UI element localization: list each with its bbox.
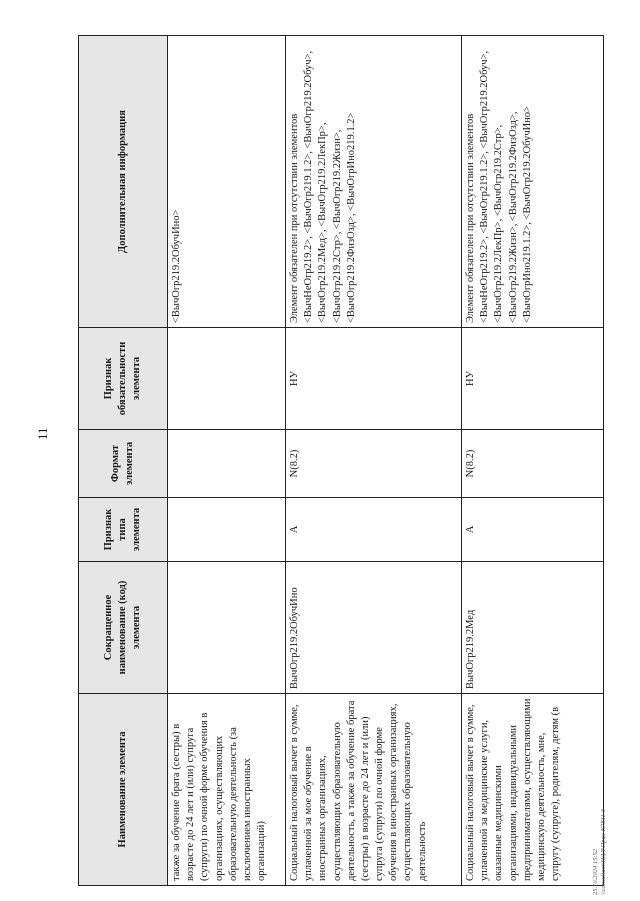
cell-element-code: ВычОгр219.2Мед bbox=[462, 562, 604, 694]
table-row bbox=[462, 36, 604, 886]
cell-element-name: Социальный налоговый вычет в сумме, уплаченной за медицинские услуги, оказанные медицинскими организациями, индивидуальными предпринимателями, осуществляющими медицинскую деятельность, мне, супругу (супруге), родителям, детям (в bbox=[462, 694, 604, 886]
elements-table bbox=[78, 35, 604, 886]
header-element-name: Наименование элемента bbox=[79, 694, 168, 886]
table-header-row bbox=[79, 36, 168, 886]
cell-element-type: А bbox=[286, 498, 462, 562]
cell-element-type bbox=[168, 498, 286, 562]
cell-element-format: N(8.2) bbox=[286, 430, 462, 498]
header-element-type: Признак типа элемента bbox=[79, 498, 168, 562]
header-element-required: Признак обязательности элемента bbox=[79, 328, 168, 430]
cell-element-format bbox=[168, 430, 286, 498]
header-additional-info: Дополнительная информация bbox=[79, 36, 168, 328]
cell-element-required bbox=[168, 328, 286, 430]
cell-element-name: также за обучение брата (сестры) в возрасте до 24 лет и (или) супруга (супруги) по очной форме обучения в организациях, осуществляющих образовательную деятельность (за исключением иностранных организаций) bbox=[168, 694, 286, 886]
cell-additional-info: <ВычОгр219.2ОбучИно> bbox=[168, 36, 286, 328]
cell-element-format: N(8.2) bbox=[462, 430, 604, 498]
cell-element-code: ВычОгр219.2ОбучИно bbox=[286, 562, 462, 694]
cell-element-name: Социальный налоговый вычет в сумме, уплаченной за мое обучение в иностранных организациях, осуществляющих образовательную деятельность, а также за обучение брата (сестры) в возрасте до 24 лет и (или) супруга (супруги) по очной форме обучения в иностранных организациях, осуществляющих образовательную деятельность bbox=[286, 694, 462, 886]
cell-additional-info: Элемент обязателен при отсутствии элементов <ВычНеОгр219.2>, <ВычОгр219.1.2>, <ВычОгр219.2Обуч>, <ВычОгр219.2Мед>, <ВычОгр219.2ЛекПр>, <ВычОгр219.2Стр>, <ВычОгр219.2Жизн>, <ВычОгр219.2ФизОзд>, <ВычОгрИно219.1.2> bbox=[286, 36, 462, 328]
rotated-table-wrapper bbox=[78, 36, 598, 886]
print-timestamp: 25.10.2024 15:52 bbox=[592, 848, 599, 895]
page-number: 11 bbox=[35, 427, 50, 440]
table-row bbox=[286, 36, 462, 886]
cell-additional-info: Элемент обязателен при отсутствии элементов <ВычНеОгр219.2>, <ВычОгр219.1.2>, <ВычОгр219.2Обуч>, <ВычОгр219.2ЛекПр>, <ВычОгр219.2Стр>, <ВычОгр219.2Жизн>, <ВычОгр219.2ФизОзд>, <ВычОгрИно219.1.2>, <ВычОгр219.2ОбучИно> bbox=[462, 36, 604, 328]
cell-element-required: НУ bbox=[462, 328, 604, 430]
table-row bbox=[168, 36, 286, 886]
print-file-path: \\consultant\НДЛ\Прил-К7811-3 bbox=[599, 809, 607, 895]
header-element-format: Формат элемента bbox=[79, 430, 168, 498]
header-element-code: Сокращенное наименование (код) элемента bbox=[79, 562, 168, 694]
cell-element-required: НУ bbox=[286, 328, 462, 430]
print-footer bbox=[592, 809, 608, 895]
cell-element-code bbox=[168, 562, 286, 694]
cell-element-type: А bbox=[462, 498, 604, 562]
